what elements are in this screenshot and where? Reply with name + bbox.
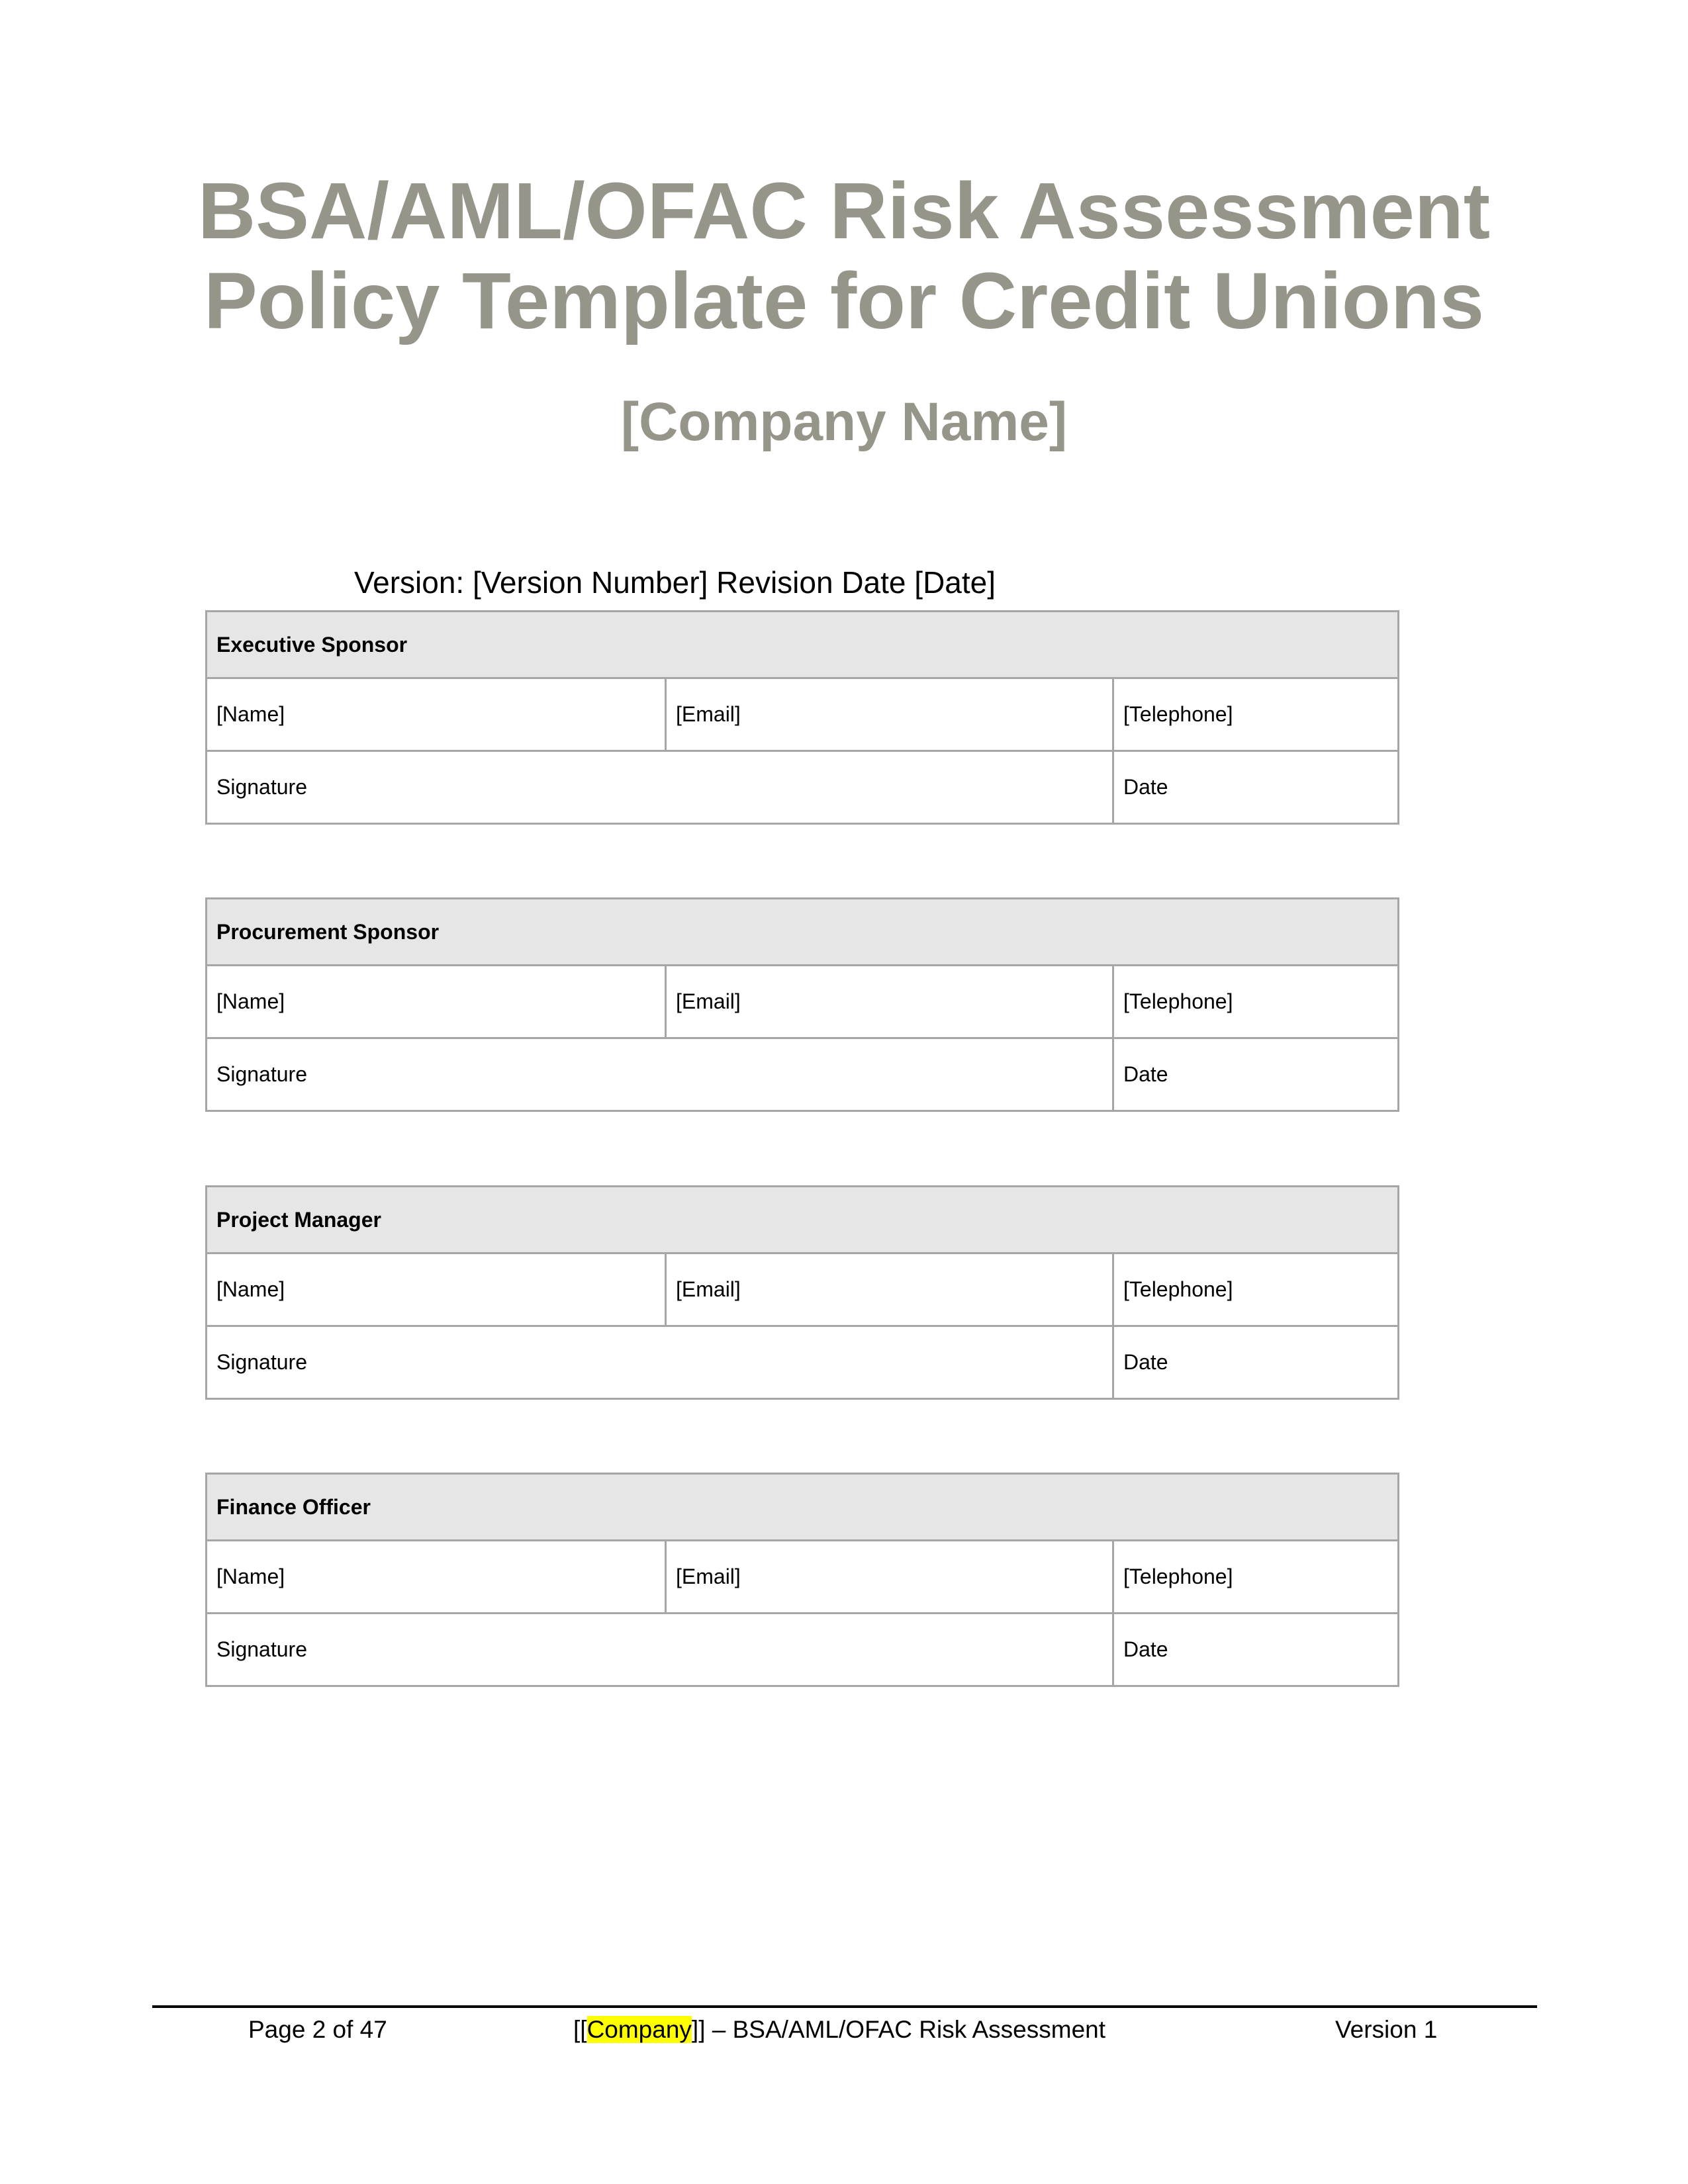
email-field[interactable]: [Email]	[666, 966, 1113, 1038]
footer-company-placeholder: Company	[586, 2016, 692, 2043]
telephone-field[interactable]: [Telephone]	[1113, 1253, 1399, 1326]
email-field[interactable]: [Email]	[666, 678, 1113, 751]
signature-field[interactable]: Signature	[207, 751, 1113, 824]
footer-divider	[152, 2005, 1537, 2008]
name-field[interactable]: [Name]	[207, 966, 666, 1038]
email-field[interactable]: [Email]	[666, 1253, 1113, 1326]
role-header: Executive Sponsor	[207, 612, 1399, 678]
telephone-field[interactable]: [Telephone]	[1113, 966, 1399, 1038]
date-field[interactable]: Date	[1113, 1614, 1399, 1686]
date-field[interactable]: Date	[1113, 1038, 1399, 1111]
signature-field[interactable]: Signature	[207, 1614, 1113, 1686]
telephone-field[interactable]: [Telephone]	[1113, 678, 1399, 751]
footer-page-number: Page 2 of 47	[248, 2016, 387, 2043]
sign-off-table-executive-sponsor	[205, 610, 1399, 825]
sign-off-table-finance-officer	[205, 1473, 1399, 1687]
name-field[interactable]: [Name]	[207, 1253, 666, 1326]
date-field[interactable]: Date	[1113, 751, 1399, 824]
name-field[interactable]: [Name]	[207, 1541, 666, 1614]
document-title	[0, 165, 1688, 345]
signature-field[interactable]: Signature	[207, 1326, 1113, 1399]
name-field[interactable]: [Name]	[207, 678, 666, 751]
signature-field[interactable]: Signature	[207, 1038, 1113, 1111]
footer-document-name	[573, 2014, 1105, 2046]
email-field[interactable]: [Email]	[666, 1541, 1113, 1614]
role-header: Project Manager	[207, 1187, 1399, 1253]
title-line-2: Policy Template for Credit Unions	[203, 255, 1485, 345]
footer-version: Version 1	[1335, 2016, 1438, 2043]
company-name: [Company Name]	[620, 392, 1068, 452]
role-header: Procurement Sponsor	[207, 899, 1399, 966]
footer-bracket-open: [[	[573, 2016, 587, 2043]
version-line: Version: [Version Number] Revision Date [Date]	[354, 565, 996, 600]
date-field[interactable]: Date	[1113, 1326, 1399, 1399]
title-line-1: BSA/AML/OFAC Risk Assessment	[197, 165, 1491, 255]
sign-off-table-project-manager	[205, 1185, 1399, 1400]
role-header: Finance Officer	[207, 1474, 1399, 1541]
sign-off-table-procurement-sponsor	[205, 897, 1399, 1112]
footer-doc-suffix: ]] – BSA/AML/OFAC Risk Assessment	[691, 2016, 1106, 2043]
telephone-field[interactable]: [Telephone]	[1113, 1541, 1399, 1614]
